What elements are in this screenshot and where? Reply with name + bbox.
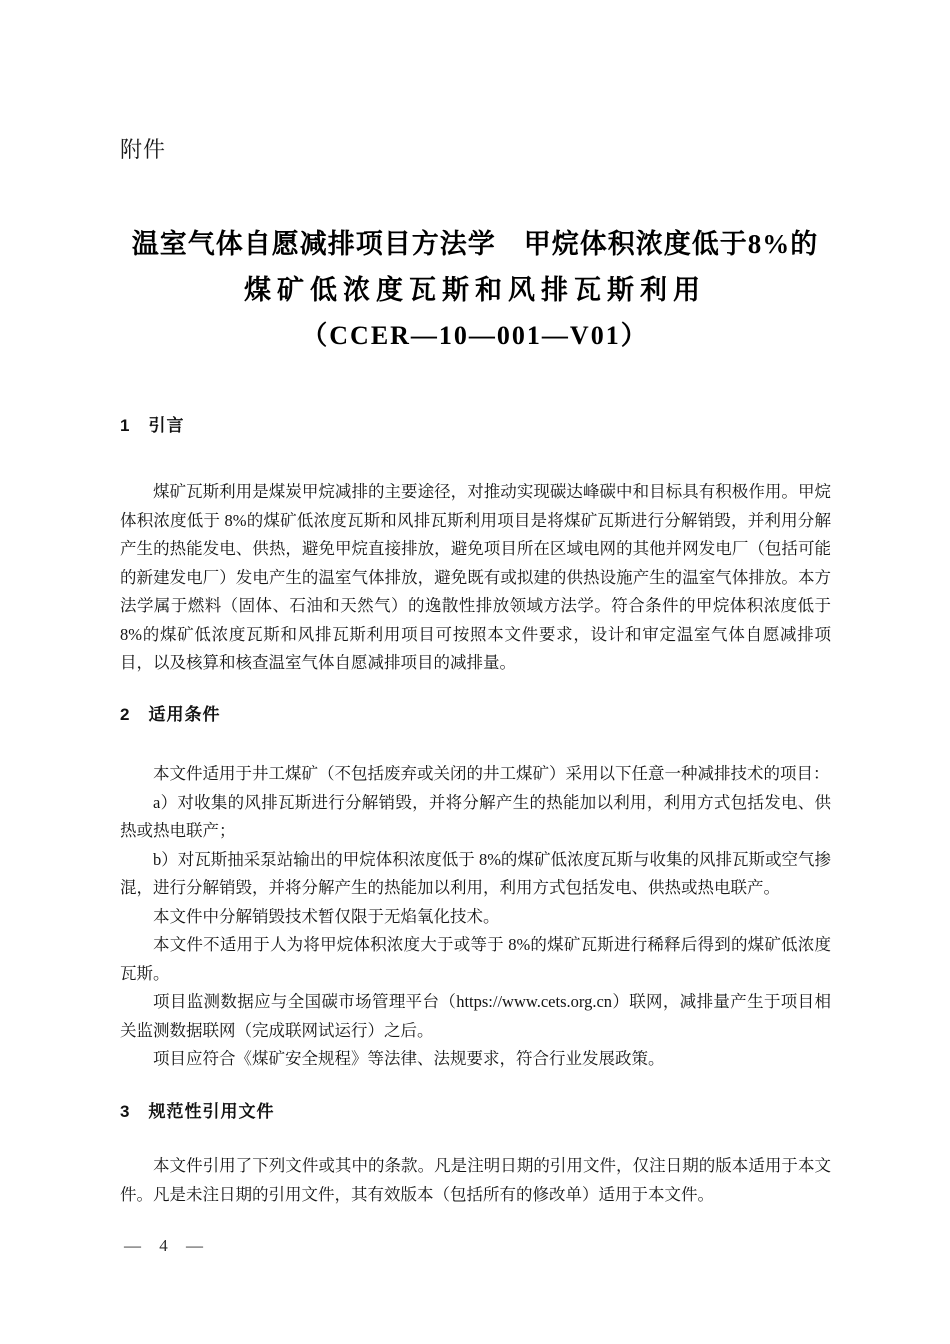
title-line-2: 煤矿低浓度瓦斯和风排瓦斯利用: [244, 275, 706, 305]
paragraph: 项目应符合《煤矿安全规程》等法律、法规要求，符合行业发展政策。: [153, 1049, 665, 1068]
section-title: 引言: [148, 416, 185, 435]
paragraph: a）对收集的风排瓦斯进行分解销毁，并将分解产生的热能加以利用，利用方式包括发电、供热或热电联产；: [120, 792, 831, 840]
section-2-heading: [120, 703, 220, 727]
section-number: 1: [120, 416, 130, 435]
section-title: 适用条件: [148, 705, 221, 724]
title-document-code: （CCER—10—001—V01）: [301, 321, 649, 350]
section-3-heading: [120, 1100, 274, 1124]
section-1-heading: [120, 414, 184, 438]
paragraph: 本文件不适用于人为将甲烷体积浓度大于或等于 8%的煤矿瓦斯进行稀释后得到的煤矿低浓度瓦斯。: [120, 935, 831, 983]
section-number: 3: [120, 1102, 130, 1121]
title-line-1: 温室气体自愿减排项目方法学 甲烷体积浓度低于8%的: [131, 229, 819, 259]
section-number: 2: [120, 705, 130, 724]
document-title: [60, 221, 890, 359]
page-number: — 4 —: [124, 1236, 203, 1255]
paragraph: 本文件适用于井工煤矿（不包括废弃或关闭的井工煤矿）采用以下任意一种减排技术的项目：: [153, 764, 830, 783]
section-title: 规范性引用文件: [148, 1102, 275, 1121]
paragraph: b）对瓦斯抽采泵站输出的甲烷体积浓度低于 8%的煤矿低浓度瓦斯与收集的风排瓦斯或空气掺混，进行分解销毁，并将分解产生的热能加以利用，利用方式包括发电、供热或热电联产。: [120, 849, 831, 897]
section-3-body: [120, 1152, 831, 1209]
section-2-body: [120, 760, 831, 1074]
paragraph: 项目监测数据应与全国碳市场管理平台（https://www.cets.org.cn）联网，减排量产生于项目相关监测数据联网（完成联网试运行）之后。: [120, 992, 831, 1040]
paragraph: 本文件引用了下列文件或其中的条款。凡是注明日期的引用文件，仅注日期的版本适用于本文件。凡是未注日期的引用文件，其有效版本（包括所有的修改单）适用于本文件。: [120, 1156, 831, 1204]
paragraph: 煤矿瓦斯利用是煤炭甲烷减排的主要途径，对推动实现碳达峰碳中和目标具有积极作用。甲烷体积浓度低于 8%的煤矿低浓度瓦斯和风排瓦斯利用项目是将煤矿瓦斯进行分解销毁，并利用分解产生的热能发电、供热，避免甲烷直接排放，避免项目所在区域电网的其他并网发电厂（包括可能的新建发电厂）发电产生的温室气体排放，避免既有或拟建的供热设施产生的温室气体排放。本方法学属于燃料（固体、石油和天然气）的逸散性排放领域方法学。符合条件的甲烷体积浓度低于 8%的煤矿低浓度瓦斯和风排瓦斯利用项目可按照本文件要求，设计和审定温室气体自愿减排项目，以及核算和核查温室气体自愿减排项目的减排量。: [120, 482, 831, 672]
section-1-body: [120, 478, 831, 678]
attachment-label: 附件: [120, 137, 167, 162]
paragraph: 本文件中分解销毁技术暂仅限于无焰氧化技术。: [153, 906, 500, 926]
